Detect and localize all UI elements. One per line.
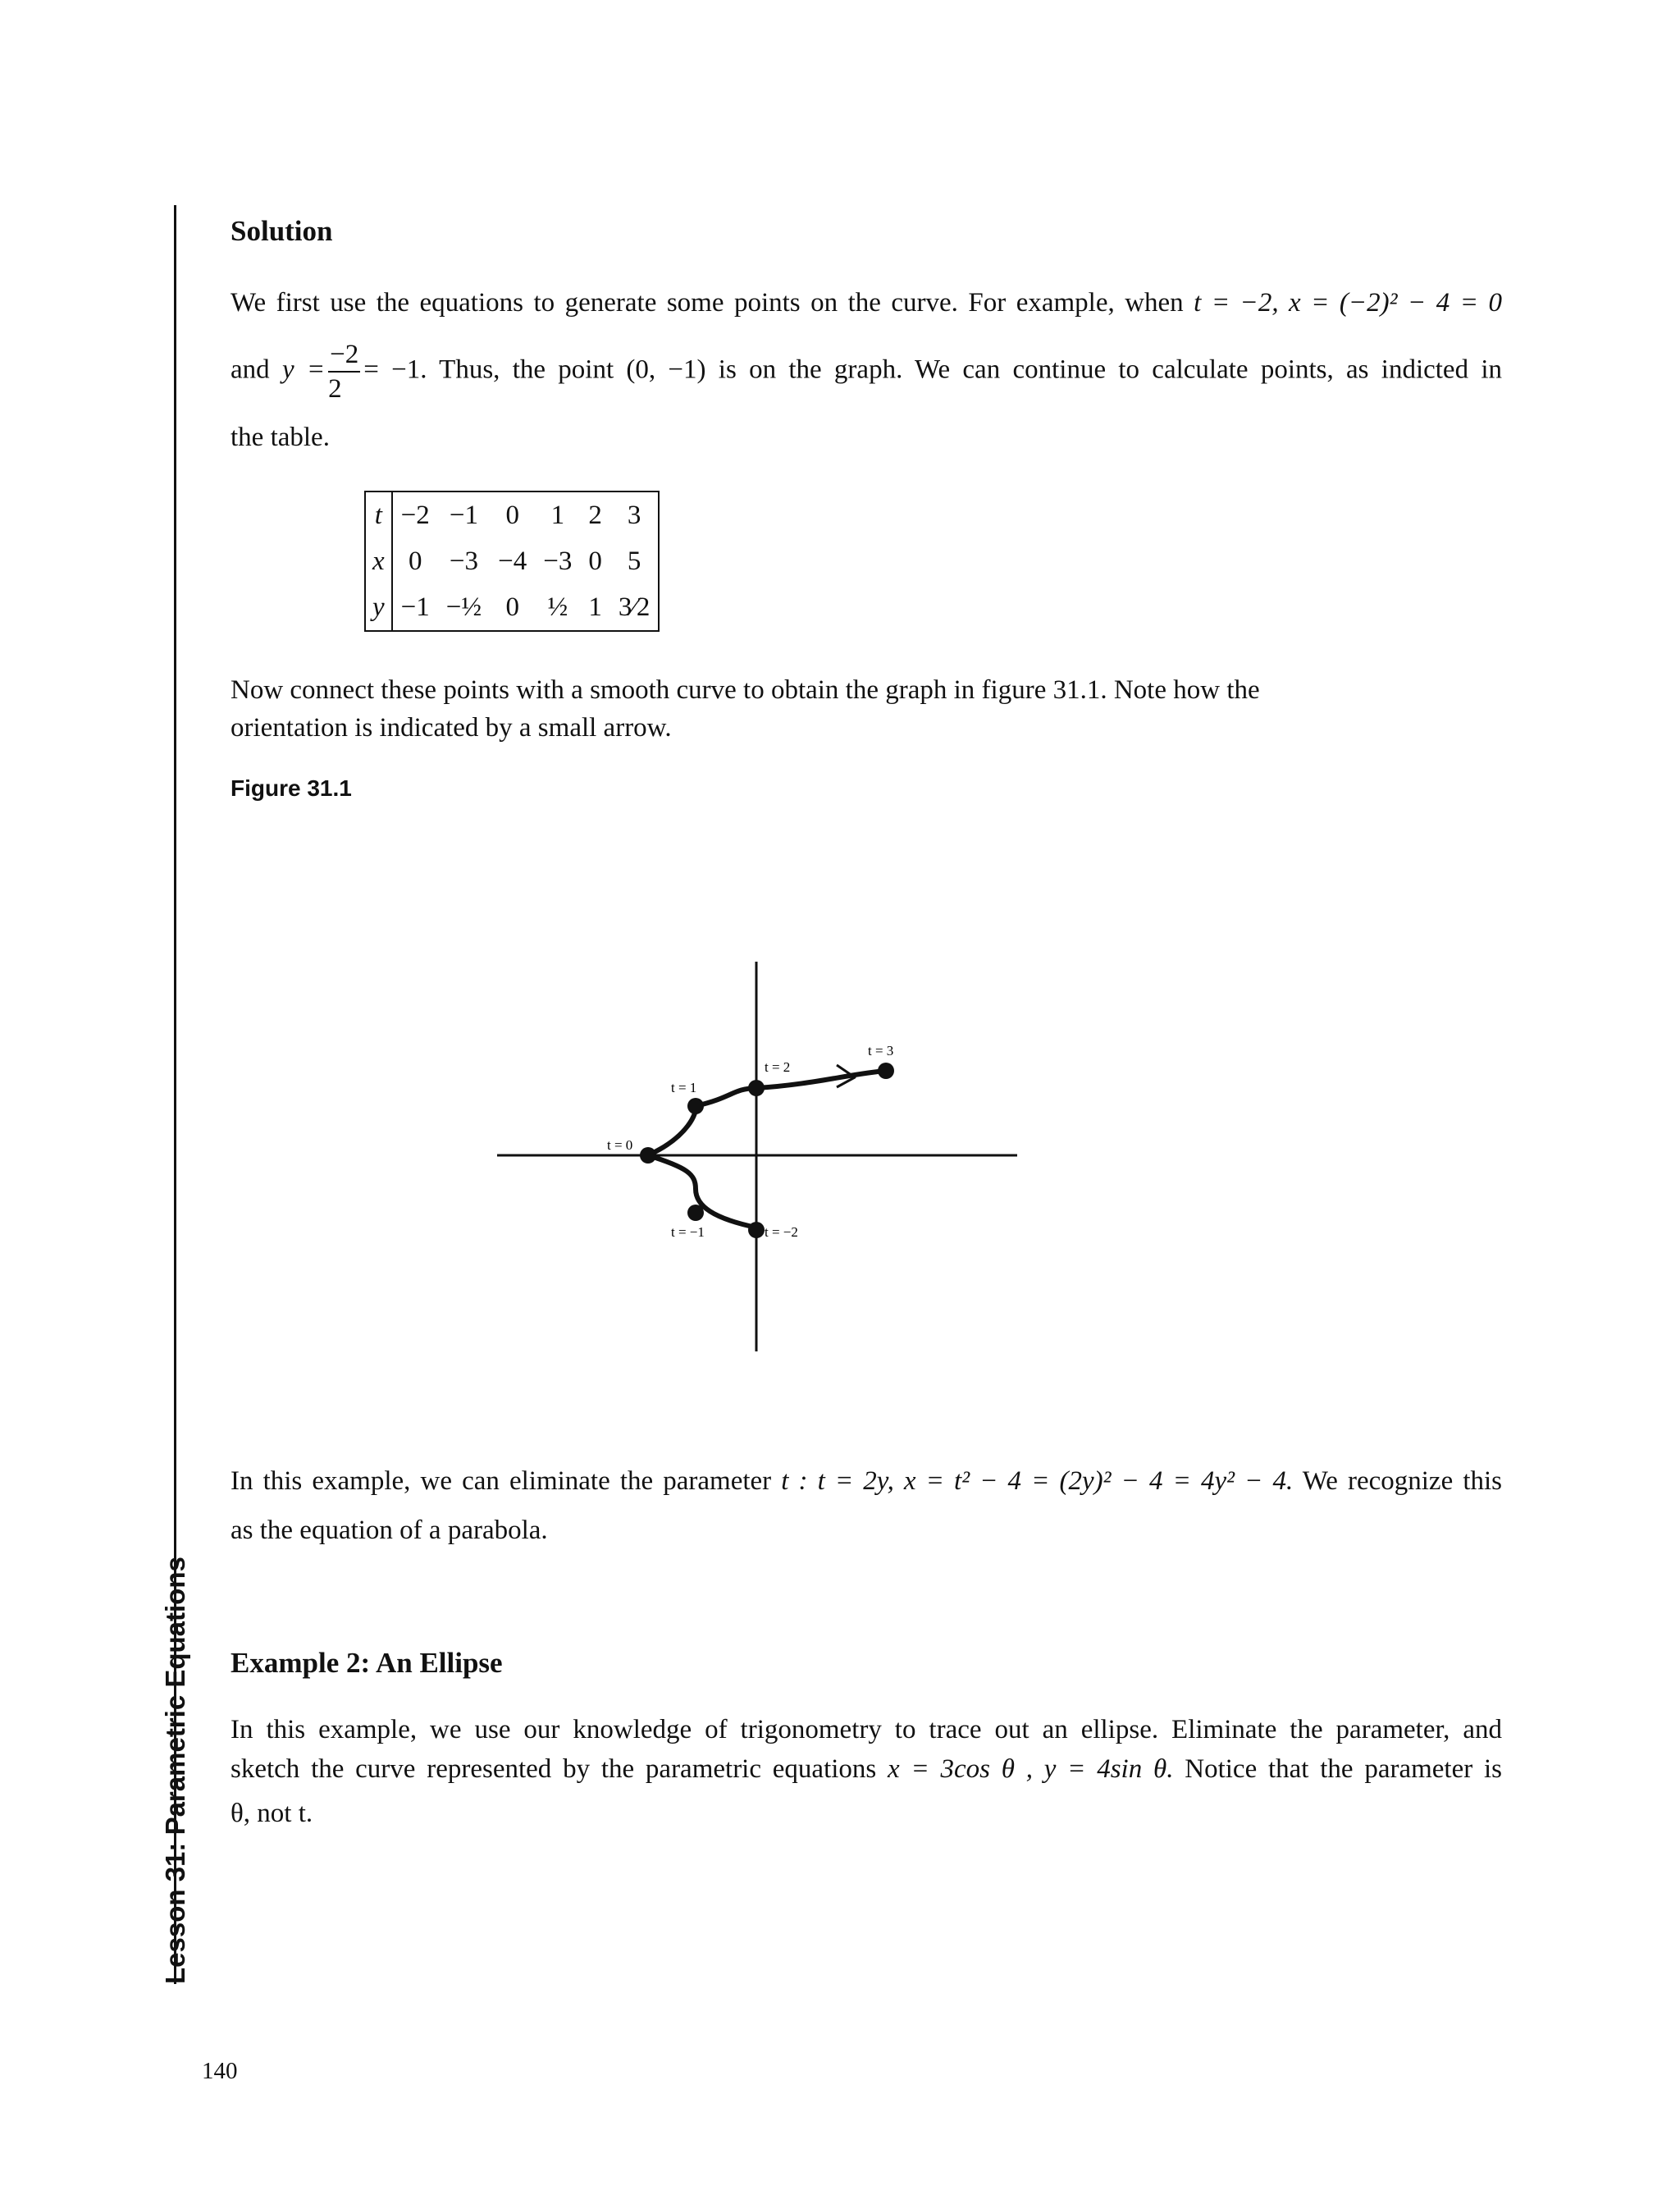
- points-table: [364, 491, 660, 632]
- paragraph-text: and: [231, 354, 270, 385]
- curve-point: [748, 1080, 765, 1096]
- inline-math: t : t = 2y, x = t² − 4 = (2y)² − 4 = 4y² − 4.: [781, 1466, 1294, 1496]
- paragraph-text: We first use the equations to generate some points on the curve. For example, when: [231, 288, 1184, 318]
- paragraph-eliminate-parameter: [231, 1462, 1502, 1500]
- curve-point: [748, 1222, 765, 1238]
- table-cell: −3: [543, 546, 573, 576]
- fraction-numerator: −2: [328, 338, 360, 373]
- table-cell: −2: [400, 500, 430, 530]
- paragraph-connect-points: [231, 671, 1502, 747]
- inline-math: (0, −1): [626, 354, 706, 385]
- table-row: [365, 538, 659, 584]
- point-label: t = 2: [765, 1059, 791, 1075]
- table-cell: −3: [449, 546, 479, 576]
- table-cell: −1: [400, 592, 430, 622]
- solution-heading: Solution: [231, 215, 333, 247]
- table-cell: ½: [547, 592, 568, 622]
- paragraph-table-intro: the table.: [231, 423, 330, 452]
- table-cell: 0: [505, 500, 519, 530]
- table-cell: 3⁄2: [618, 592, 651, 622]
- point-label: t = −2: [765, 1224, 798, 1240]
- table-cell: 0: [588, 546, 602, 576]
- figure-label: Figure 31.1: [231, 775, 352, 801]
- table-row-label: y: [365, 584, 392, 631]
- point-label: t = −1: [671, 1224, 705, 1240]
- parabola-figure: [492, 956, 1025, 1358]
- fraction-denominator: 2: [328, 374, 342, 404]
- table-cell: 0: [505, 592, 519, 622]
- table-cell: 5: [627, 546, 641, 576]
- inline-math: y =: [281, 354, 326, 385]
- paragraph-parametric-equations: [231, 1750, 1502, 1788]
- table-cell: 0: [408, 546, 422, 576]
- paragraph-line: In this example, we use our knowledge of trigonometry to trace out an ellipse. Eliminate the parameter, and: [231, 1715, 1502, 1744]
- table-cell: 3: [627, 500, 641, 530]
- table-cell: −½: [445, 592, 482, 622]
- curve-point: [640, 1147, 656, 1164]
- inline-math: x = 3cos θ , y = 4sin θ.: [888, 1754, 1174, 1784]
- curve-point: [687, 1098, 704, 1114]
- page-number: 140: [202, 2058, 238, 2084]
- paragraph-text: is on the graph. We can continue to calculate points, as indicted in: [718, 354, 1503, 385]
- table-cell: 1: [550, 500, 565, 530]
- paragraph-text: We recognize this: [1302, 1466, 1503, 1496]
- point-label: t = 3: [868, 1043, 894, 1058]
- paragraph-intro: [231, 284, 1502, 322]
- curve-point: [687, 1205, 704, 1221]
- inline-math: = −1: [363, 354, 421, 385]
- paragraph-text: . Thus, the point: [420, 354, 614, 385]
- paragraph-text: In this example, we can eliminate the parameter: [231, 1466, 772, 1496]
- paragraph-line: θ, not t.: [231, 1799, 313, 1828]
- paragraph-example-point: [231, 338, 1502, 405]
- table-row-label: t: [365, 491, 392, 538]
- example-2-heading: Example 2: An Ellipse: [231, 1647, 503, 1679]
- paragraph-text: Notice that the parameter is: [1185, 1754, 1503, 1784]
- point-label: t = 1: [671, 1080, 697, 1095]
- table-cell: 1: [588, 592, 602, 622]
- table-cell: −1: [449, 500, 479, 530]
- paragraph-line: orientation is indicated by a small arrow.: [231, 713, 672, 743]
- sidebar-lesson-label: Lesson 31: Parametric Equations: [160, 1557, 190, 1984]
- table-row-label: x: [365, 538, 392, 584]
- inline-math: t = −2, x = (−2)² − 4 = 0: [1194, 288, 1502, 318]
- table-row: [365, 491, 659, 538]
- table-cell: −4: [498, 546, 527, 576]
- table-cell: 2: [588, 500, 602, 530]
- paragraph-text: sketch the curve represented by the parametric equations: [231, 1754, 877, 1784]
- paragraph-line: Now connect these points with a smooth curve to obtain the graph in figure 31.1. Note how the: [231, 675, 1260, 705]
- fraction: [328, 338, 360, 405]
- point-label: t = 0: [607, 1137, 633, 1153]
- paragraph-line: as the equation of a parabola.: [231, 1516, 548, 1545]
- table-row: [365, 584, 659, 631]
- curve-point: [878, 1063, 894, 1079]
